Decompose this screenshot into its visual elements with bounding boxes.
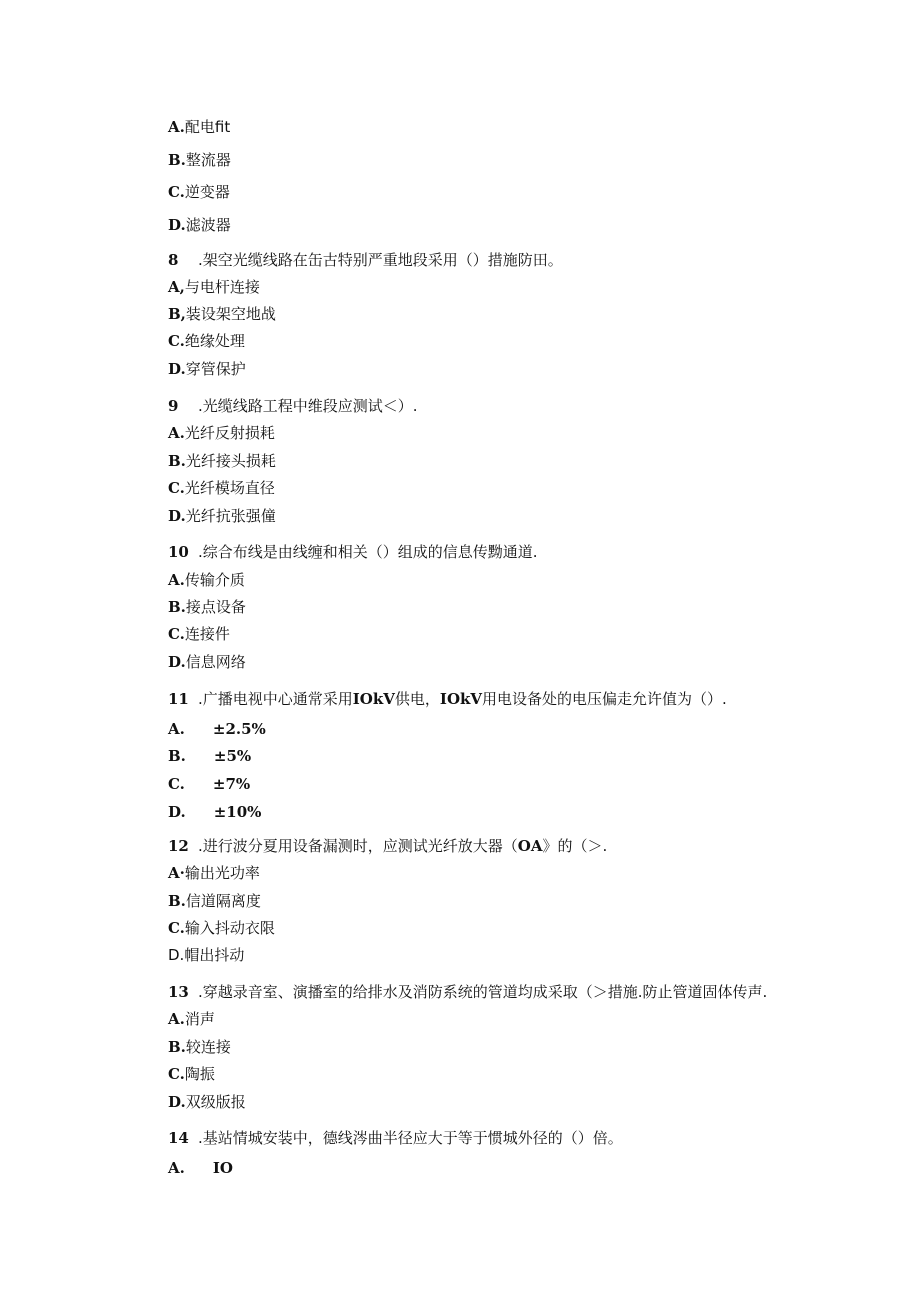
q7-option-b [168,150,231,170]
option-label: D. [168,946,185,964]
option-text: 较连接 [185,1038,231,1056]
option-text: 光纤模场直径 [184,479,275,497]
q14-option-a [168,1158,233,1178]
q8-option-b [168,304,276,324]
question-9-stem [168,396,418,416]
option-text: 光纤抗张强僮 [185,507,276,525]
option-text: 信息网络 [185,653,246,671]
option-text: 整流器 [185,151,231,169]
q12-option-c [168,918,275,938]
option-text: 输出光功率 [184,864,260,882]
option-text: 滤波器 [185,216,231,234]
option-label: A. [168,118,185,136]
question-text: .架空光缆线路在缶古特别严重地段采用（）措施防田。 [198,251,563,269]
option-label: C. [168,1065,185,1083]
option-label: B, [168,305,186,323]
option-label: B. [168,747,186,765]
q11-option-c [168,774,250,794]
q12-option-d [168,945,244,965]
q12-option-b [168,891,261,911]
option-text: 消声 [184,1010,215,1028]
q9-option-b [168,451,276,471]
option-label: C. [168,919,185,937]
question-text: .基站情城安装中，德线涔曲半径应大于等于惯城外径的（）倍。 [198,1129,623,1147]
option-text: ±10% [213,803,262,821]
question-text-end: 》的（＞. [542,837,608,855]
option-label: A· [168,864,185,882]
q11-option-b [168,746,251,766]
option-text: 光纤接头损耗 [185,452,276,470]
option-label: C. [168,332,185,350]
question-text-start: .进行波分夏用设备漏测时，应测试光纤放大器（ [198,837,518,855]
q13-option-b [168,1037,231,1057]
option-text: IO [212,1159,233,1177]
question-14-stem [168,1128,623,1148]
option-label: D. [168,507,186,525]
q13-option-c [168,1064,215,1084]
option-text: 与电杆连接 [184,278,260,296]
voltage-value: IOkV [439,690,483,708]
q10-option-c [168,624,230,644]
question-10-stem [168,542,538,562]
option-label: B. [168,1038,186,1056]
option-text: 接点设备 [185,598,246,616]
option-text: ±7% [212,775,251,793]
q10-option-d [168,652,246,672]
q10-option-b [168,597,246,617]
question-text: .光缆线路工程中维段应测试＜）. [198,397,418,415]
question-number: 9 [168,397,179,415]
question-number: 13 [168,983,189,1001]
option-label: A. [168,1010,185,1028]
question-text-mid: 供电， [394,690,440,708]
option-label: D. [168,653,186,671]
option-text: 绝缘处理 [184,332,245,350]
option-text: 光纤反射损耗 [184,424,275,442]
q9-option-d [168,506,276,526]
q7-option-c [168,182,230,202]
q8-option-a [168,277,260,297]
option-label: D. [168,1093,186,1111]
q8-option-d [168,359,246,379]
option-text: ±5% [213,747,252,765]
option-text: 输入抖动衣限 [184,919,275,937]
option-text: 双级版报 [185,1093,246,1111]
option-text: 逆变器 [184,183,230,201]
question-text: .综合布线是由线缠和相关（）组成的信息传黝通道. [198,543,538,561]
option-text: 信道隔离度 [185,892,261,910]
option-text: ±2.5% [212,720,266,738]
option-text: 帽出抖动 [184,946,245,964]
option-text: 装设架空地战 [185,305,276,323]
option-label: B. [168,598,186,616]
abbreviation: OA [517,837,543,855]
q7-option-a [168,117,230,137]
question-number: 12 [168,837,189,855]
question-number: 11 [168,690,189,708]
q7-option-d [168,215,231,235]
option-label: A. [168,424,185,442]
option-label: C. [168,625,185,643]
q11-option-a [168,719,266,739]
option-text: 穿管保护 [185,360,246,378]
option-label: C. [168,183,185,201]
question-text-end: 用电设备处的电压偏走允许值为（）. [482,690,727,708]
option-label: D. [168,360,186,378]
question-number: 10 [168,543,189,561]
q13-option-d [168,1092,246,1112]
option-label: B. [168,452,186,470]
q12-option-a [168,863,260,883]
option-text: 传输介质 [184,571,245,589]
q9-option-a [168,423,275,443]
q9-option-c [168,478,275,498]
q10-option-a [168,570,245,590]
question-13-stem [168,982,767,1002]
option-label: A. [168,571,185,589]
question-12-stem [168,836,607,856]
option-label: C. [168,479,185,497]
question-text: .穿越录音室、演播室的给排水及消防系统的管道均成采取（＞措施.防止管道固体传声. [198,983,768,1001]
option-label: B. [168,151,186,169]
option-label: A. [168,1159,185,1177]
question-11-stem [168,689,727,709]
option-text: 配电fit [184,118,231,136]
q8-option-c [168,331,245,351]
option-label: D. [168,216,186,234]
option-label: A. [168,720,185,738]
question-text-start: .广播电视中心通常采用 [198,690,353,708]
voltage-value: IOkV [352,690,395,708]
question-8-stem [168,250,563,270]
option-label: C. [168,775,185,793]
option-text: 陶振 [184,1065,215,1083]
option-label: A, [168,278,185,296]
option-label: D. [168,803,186,821]
q13-option-a [168,1009,215,1029]
option-label: B. [168,892,186,910]
question-number: 14 [168,1129,189,1147]
question-number: 8 [168,251,179,269]
q11-option-d [168,802,261,822]
option-text: 连接件 [184,625,230,643]
